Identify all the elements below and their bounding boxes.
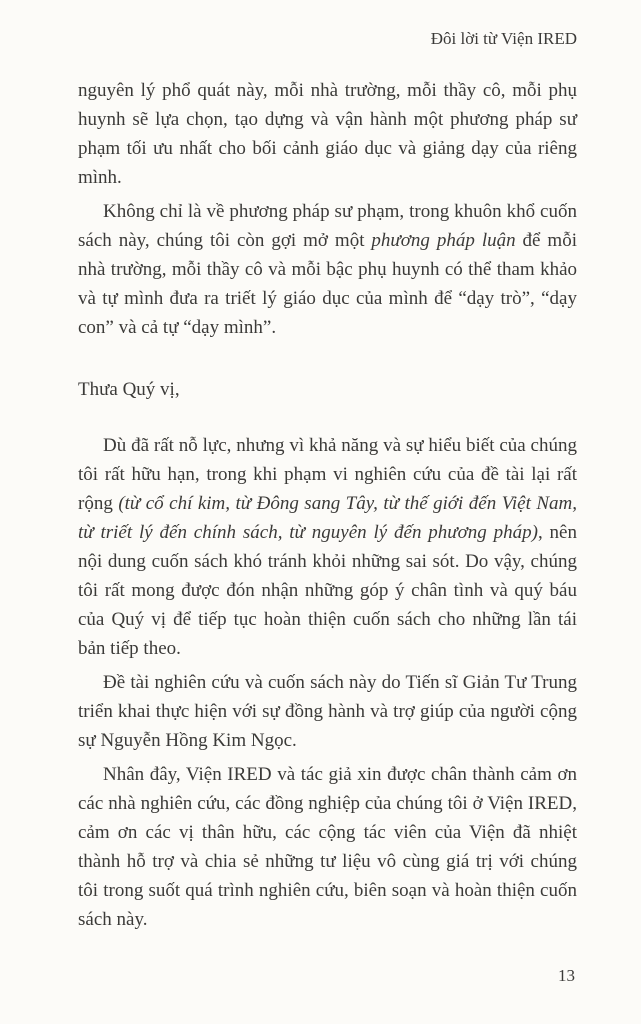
paragraph	[78, 197, 577, 342]
text-segment: Thưa Quý vị,	[78, 379, 180, 401]
text-segment-italic: phương pháp luận	[371, 230, 516, 252]
text-segment: để mỗi nhà trường, mỗi thầy cô và mỗi bậc phụ huynh có thể tham khảo và tự mình đưa ra triết lý giáo dục của mình để “dạy trò”, “dạy con” và cả tự “dạy mình”.	[78, 230, 577, 339]
paragraph	[78, 375, 577, 404]
page-number: 13	[558, 966, 575, 985]
text-segment: Dù đã rất nỗ lực, nhưng vì khả năng và sự hiểu biết của chúng tôi rất hữu hạn, trong khi phạm vi nghiên cứu của đề tài lại rất rộng	[78, 435, 577, 515]
text-segment: Nhân đây, Viện IRED và tác giả xin được chân thành cảm ơn các nhà nghiên cứu, các đồng nghiệp của chúng tôi ở Viện IRED, cảm ơn các vị thân hữu, các cộng tác viên của Viện đã nhiệt thành hỗ trợ và chia sẻ những tư liệu vô cùng giá trị với chúng tôi trong suốt quá trình nghiên cứu, biên soạn và hoàn thiện cuốn sách này.	[78, 764, 577, 931]
text-segment: Không chỉ là về phương pháp sư phạm, trong khuôn khổ cuốn sách này, chúng tôi còn gợi mở một	[78, 201, 577, 252]
paragraph	[78, 431, 577, 663]
paragraph	[78, 760, 577, 934]
paragraph	[78, 76, 577, 192]
text-segment: nguyên lý phổ quát này, mỗi nhà trường, mỗi thầy cô, mỗi phụ huynh sẽ lựa chọn, tạo dựng và vận hành một phương pháp sư phạm tối ưu nhất cho bối cảnh giáo dục và giảng dạy của riêng mình.	[78, 80, 577, 189]
text-segment-italic: (từ cổ chí kim, từ Đông sang Tây, từ thế giới đến Việt Nam, từ triết lý đến chính sách, từ nguyên lý đến phương pháp)	[78, 493, 578, 544]
text-segment: , nên nội dung cuốn sách khó tránh khỏi những sai sót. Do vậy, chúng tôi rất mong được đón nhận những góp ý chân tình và quý báu của Quý vị để tiếp tục hoàn thiện cuốn sách cho những lần tái bản tiếp theo.	[78, 522, 577, 660]
text-segment: Đề tài nghiên cứu và cuốn sách này do Tiến sĩ Giản Tư Trung triển khai thực hiện với sự đồng hành và trợ giúp của người cộng sự Nguyễn Hồng Kim Ngọc.	[78, 672, 577, 752]
page-body	[78, 76, 577, 934]
paragraph	[78, 668, 577, 755]
running-header: Đôi lời từ Viện IRED	[430, 29, 577, 48]
